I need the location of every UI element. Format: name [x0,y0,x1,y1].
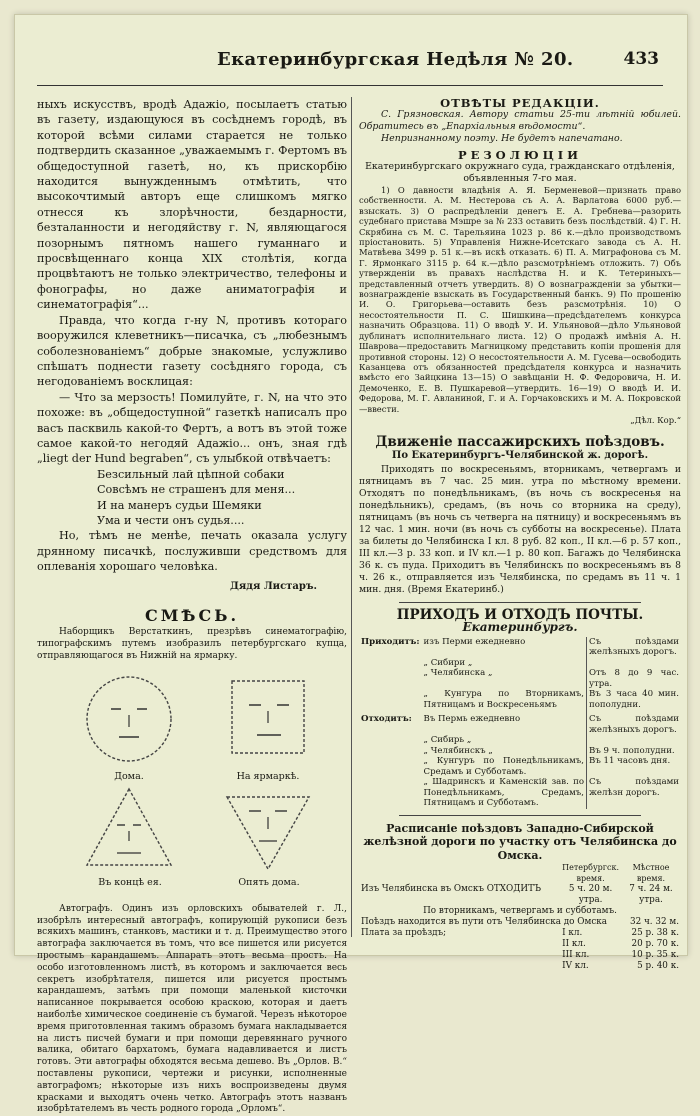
table-row: Поѣздъ находится въ пути отъ Челябинска до Омска 32 ч. 32 м. [361,917,679,928]
poem-line: И на манеръ судьи Шемяки [97,498,262,512]
poem [97,467,347,529]
triangle-face-drawing [87,789,171,865]
table-row: Отходитъ: Въ Пермь ежедневно Съ поѣздами желѣзныхъ дорогъ. [359,710,681,735]
trains-text: Приходятъ по воскресеньямъ, вторникамъ, четвергамъ и пятницамъ въ 7 час. 25 мин. утра по мѣстному времени. Отходятъ по понедѣльникамъ, (въ ночь съ воскресенья на понедѣльникъ), средамъ, (въ ночь со вторника на среду), пятницамъ (въ ночь съ четверга на пятницу) и воскресеньямъ въ 12 час. 1 мин. ночи (въ ночь съ субботы на воскресенье). Плата за билеты до Челябинска I кл. 8 руб. 82 коп., II кл.—6 р. 57 коп., III кл.—3 р. 33 коп. и IV кл.—1 р. 80 коп. Багажъ до Челябинска 36 к. съ пуда. Приходитъ въ Челябинскъ по воскресеньямъ въ 8 ч. 26 к., отправляется изъ Челябинска, по средамъ въ 11 ч. 1 мин. дня. (Время Екатеринб.) [359,463,681,595]
table-row: II кл. 20 р. 70 к. [562,939,679,950]
post-city: Екатеринбургъ. [462,619,578,634]
round-face-drawing [87,677,171,761]
inverted-triangle-face-drawing [227,797,309,869]
right-column [359,97,681,972]
table-row: „ Кунгуръ по Понедѣльникамъ, Средамъ и Субботамъ. Въ 11 часовъ дня. [359,756,681,777]
section-divider [399,602,641,603]
table-row: „ Сибири „ [359,658,681,669]
newspaper-page [14,14,688,1115]
table-row: III кл. 10 р. 35 к. [562,950,679,961]
trains-subtitle: По Екатеринбургъ-Челябинской ж. дорогѣ. [391,449,649,461]
table-row: Приходитъ: изъ Перми ежедневно Съ поѣздами желѣзныхъ дорогъ. [361,636,679,658]
smes-intro: Наборщикъ Верстаткинъ, презрѣвъ синематографію, типографскимъ путемъ изобразилъ петербургскаго купца, отправляющагося въ Нижній на ярмарку. [37,627,347,661]
resolutions-subtitle: Екатеринбургскаго окружнаго суда, гражданскаго отдѣленія, объявленныя 7-го мая. [365,161,675,184]
table-row: Плата за проѣздъ; I кл. 25 р. 38 к. [361,928,679,939]
column-divider [351,97,352,937]
caption-end: Въ концѣ ея. [98,876,162,888]
article-paragraph: ныхъ искусствъ, вродѣ Адажіо, посылаетъ статью въ газету, издающуюся въ сосѣднемъ городѣ, въ которой всѣми силами старается не только подтвердить сказанное „уважаемымъ г. Фертомъ въ общедоступной газетѣ, но, къ прискорбію находится вынужденнымъ отмѣтить, что высокочтимый авторъ еще слишкомъ мягко отнесся къ злорѣчности, бездарности, безталанности и негодяйству г. N, являющагося позорнымъ пятномъ нашего гуманнаго и просвѣщеннаго конца XIX столѣтія, когда процвѣтаютъ не только электричество, телефоны и фонографы, но даже аниматографія и синематографія“... [37,98,347,312]
table-row: Петербургск. время. Мѣстное время. [562,863,670,884]
faces-illustration [37,669,347,934]
article-paragraph: — Что за мерзость! Помилуйте, г. N, на что это похоже: въ „общедоступной“ газеткѣ написалъ про васъ пасквиль какой-то Фертъ, а вотъ въ этой тоже самое какой-то негодяй Адажіо... онъ, зная гдѣ „liegt der Hund begraben“, съ улыбкой отвѣчаетъ: [37,390,347,466]
caption-fair: На ярмаркѣ. [236,770,300,782]
schedule-table [359,862,681,972]
table-row: „ Кунгура по Вторникамъ, Пятницамъ и Воскресеньямъ Въ 3 часа 40 мин. пополудни. [423,689,679,710]
typographic-drawings [37,669,347,934]
section-divider [399,815,641,816]
page-number: 433 [623,49,659,69]
caption-home: Дома. [114,770,144,782]
poem-line: Совсѣмъ не страшенъ для меня... [97,483,296,497]
signature: Дядя Листаръ. [230,580,317,592]
table-row: По вторникамъ, четвергамъ и субботамъ. [423,906,617,917]
left-column [37,97,347,1116]
table-row: „ Челябинскъ „ Въ 9 ч. пополудни. [359,746,681,757]
caption-home-again: Опять дома. [238,876,300,888]
answer-item: Непризнанному поэту. Не будетъ напечатано. [381,133,623,144]
square-face-drawing [232,681,304,753]
page-header [37,41,663,86]
resolutions-source: „Дѣл. Кор.“ [630,414,681,425]
table-row: „ Сибирь „ [359,735,681,746]
article-paragraph: Но, тѣмъ не менѣе, печать оказала услугу дрянному писачкѣ, послуживши средствомъ для оплеванія хорошаго человѣка. [37,529,347,574]
resolutions-text: 1) О давности владѣнія А. Я. Берменевой—признать право собственности. А. М. Нестерова съ А. А. Варлатова 6000 руб.—взыскать. 3) О распредѣленіи денегъ Е. А. Гребнева—разорить судебнаго пристава Мэшре за № 233 оставить безъ послѣдствій. 4) Г. Н. Скрябина съ М. С. Тарельяина 1023 р. 86 к.—дѣло производствомъ пріостановить. 5) Управленія Нижне-Исетскаго завода съ А. Н. Матвѣева 3499 р. 51 к.—въ искѣ отказать. 6) П. А. Миграфонова съ М. Г. Ярмонкаго 3115 р. 64 к.—дѣло разсмотрѣніемъ отложить. 7) Объ утвержденіи въ правахъ наслѣдства Н. и К. Тетериныхъ—представленный отчетъ утвердить. 8) О вознагражденіи за убытки—вознагражденіе взыскать въ Государственный банкъ. 9) По прошенію И. О. Григорьева—оставить безъ разсмотрѣнія. 10) О несостоятельности П. С. Шишкина—предсѣдателемъ конкурса назначить Образцова. 11) О вводѣ У. И. Ульяновой—дѣло Ульяновой дублинатъ исполнительнаго листа. 12) О продажѣ имѣнія А. Н. Шаврова—предоставить Магницкому представить копіи прошенія для противной стороны. 12) О несостоятельности А. М. Гусева—освободить Казанцева отъ обязанностей предсѣдателя конкурса и назначить вмѣсто его Зайцкина 13—15) О завѣщаніи Н. Ф. Федоровича, Н. И. Демоченко, Е. В. Пушкаревой—утвердить. 16—19) О вводѣ И. И. Федорова, М. Г. Авланиной, Г. и А. Горчаковскихъ и М. А. Покровской—ввести. [359,185,681,414]
trains-title: Движеніе пассажирскихъ поѣздовъ. [375,433,665,450]
table-row: „ Челябинска „ Отъ 8 до 9 час. утра. [423,668,679,689]
table-row: Изъ Челябинска въ Омскъ ОТХОДИТЪ 5 ч. 20 м. утра. 7 ч. 24 м. утра. [361,884,673,906]
post-table [359,637,681,809]
table-row: IV кл. 5 р. 40 к. [562,961,679,972]
poem-line: Безсильный лай цѣпной собаки [97,467,285,481]
answers-title: ОТВѢТЫ РЕДАКЦІИ. [440,96,600,110]
page-title: Екатеринбургская Недѣля № 20. [217,49,574,70]
resolutions-title: РЕЗОЛЮЦІИ [457,148,583,162]
schedule-title: Расписаніе поѣздовъ Западно-Сибирской желѣзной дороги по участку отъ Челябинска до Омска. [363,821,677,862]
poem-line: Ума и чести онъ судья.... [97,513,245,527]
autograph-article: Автографъ. Одинъ изъ орловскихъ обывателей г. Л., изобрѣлъ интересный автографъ, копирующій рукописи безъ всякихъ машинъ, станковъ, мастики и т. д. Преимущество этого автографа заключается въ томъ, что все пишется или рисуется простымъ карандашемъ. Аппаратъ этотъ весьма простъ. На особо изготовленномъ листѣ, въ которомъ и заключается весь секретъ изобрѣтателя, пишется или рисуется простымъ карандашемъ, затѣмъ при помощи маленькой кисточки написанное покрывается особою краскою, которая и даетъ наиболѣе химическое соединеніе съ бумагой. Черезъ нѣкоторое время приготовленная такимъ образомъ бумага накладывается на листъ писчей бумаги и при помощи деревяннаго ручного валика, обитаго бархатомъ, бумага надавливается и листъ готовъ. Эти автографы обходятся весьма дешево. Въ „Орлов. В.“ поставлены рукописи, чертежи и рисунки, исполненные автографомъ; нѣкоторые изъ нихъ воспроизведены двумя красками и выходятъ очень четко. Автографъ этотъ названъ изобрѣтателемъ въ честь родного города „Орломъ“. [37,903,347,1115]
answer-item: С. Грязновская. Автору статьи 25-ти лѣтній юбилей. Обратитесь въ „Епархіальныя вѣдомости“. [359,109,681,132]
post-title: ПРИХОДЪ И ОТХОДЪ ПОЧТЫ. [396,606,644,623]
table-row: „ Шадринскъ и Каменскій зав. по Понедѣльникамъ, Средамъ, Пятницамъ и Субботамъ. Съ поѣздами желѣзн дорогъ. [423,777,679,809]
section-title-smes: СМѢСЬ. [144,606,240,625]
article-paragraph: Правда, что когда г-ну N, противъ котораго вооружился клеветникъ—писачка, съ „любезнымъ соболезнованіемъ“ добрые знакомые, услужливо спѣшатъ поднести газету сосѣдняго города, съ негодованіемъ восклицая: [37,313,347,389]
